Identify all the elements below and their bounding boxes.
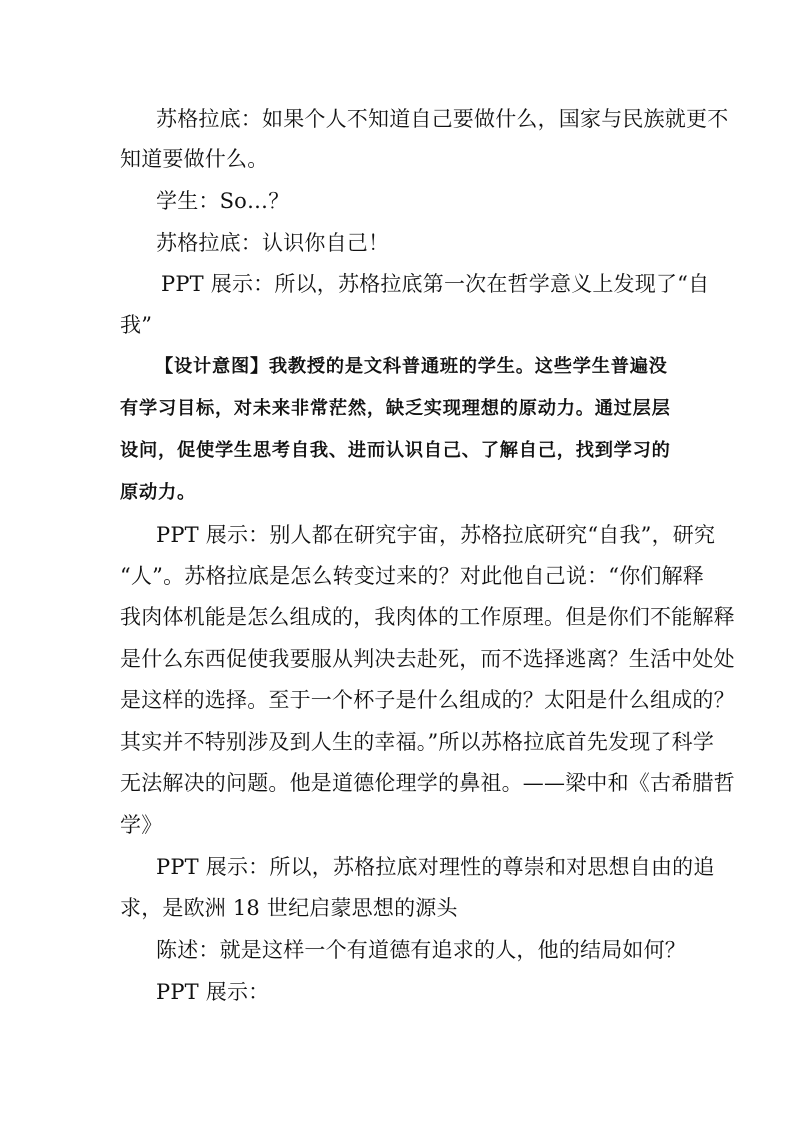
p1-line1: 苏格拉底：如果个人不知道自己要做什么，国家与民族就更不 [156,107,729,131]
p6-line1: PPT 展示：别人都在研究宇宙，苏格拉底研究“自我”，研究 [156,523,716,547]
p1-line2: 知道要做什么。 [120,147,269,171]
p4-line2: 我” [120,313,153,337]
design-line2: 有学习目标，对未来非常茫然，缺乏实现理想的原动力。通过层层 [120,398,671,419]
p6-line7: 无法解决的问题。他是道德伦理学的鼻祖。——梁中和《古希腊哲 [120,771,735,795]
p6-line5: 是这样的选择。至于一个杯子是什么组成的？太阳是什么组成的？ [120,688,735,712]
design-line1: 【设计意图】我教授的是文科普通班的学生。这些学生普遍没 [155,356,668,377]
p6-line6: 其实并不特别涉及到人生的幸福。”所以苏格拉底首先发现了科学 [120,730,715,754]
p9-line1: PPT 展示： [156,980,270,1004]
design-line3: 设问，促使学生思考自我、进而认识自己、了解自己，找到学习的 [120,440,671,461]
p6-line2: “人”。苏格拉底是怎么转变过来的？对此他自己说：“你们解释 [120,564,705,588]
p6-line4: 是什么东西促使我要服从判决去赴死，而不选择逃离？生活中处处 [120,647,735,671]
p8-line1: 陈述：就是这样一个有道德有追求的人，他的结局如何？ [156,938,686,962]
design-line4: 原动力。 [120,482,196,503]
p6-line8: 学》 [120,813,163,837]
p4-line1: PPT 展示：所以，苏格拉底第一次在哲学意义上发现了“自 [161,272,710,296]
p7-line2: 求，是欧洲 18 世纪启蒙思想的源头 [120,896,458,920]
p2-line1: 学生：So…？ [156,189,290,213]
p7-line1: PPT 展示：所以，苏格拉底对理性的尊崇和对思想自由的追 [156,855,715,879]
p6-line3: 我肉体机能是怎么组成的，我肉体的工作原理。但是你们不能解释 [120,605,735,629]
p3-line1: 苏格拉底：认识你自己！ [156,231,390,255]
